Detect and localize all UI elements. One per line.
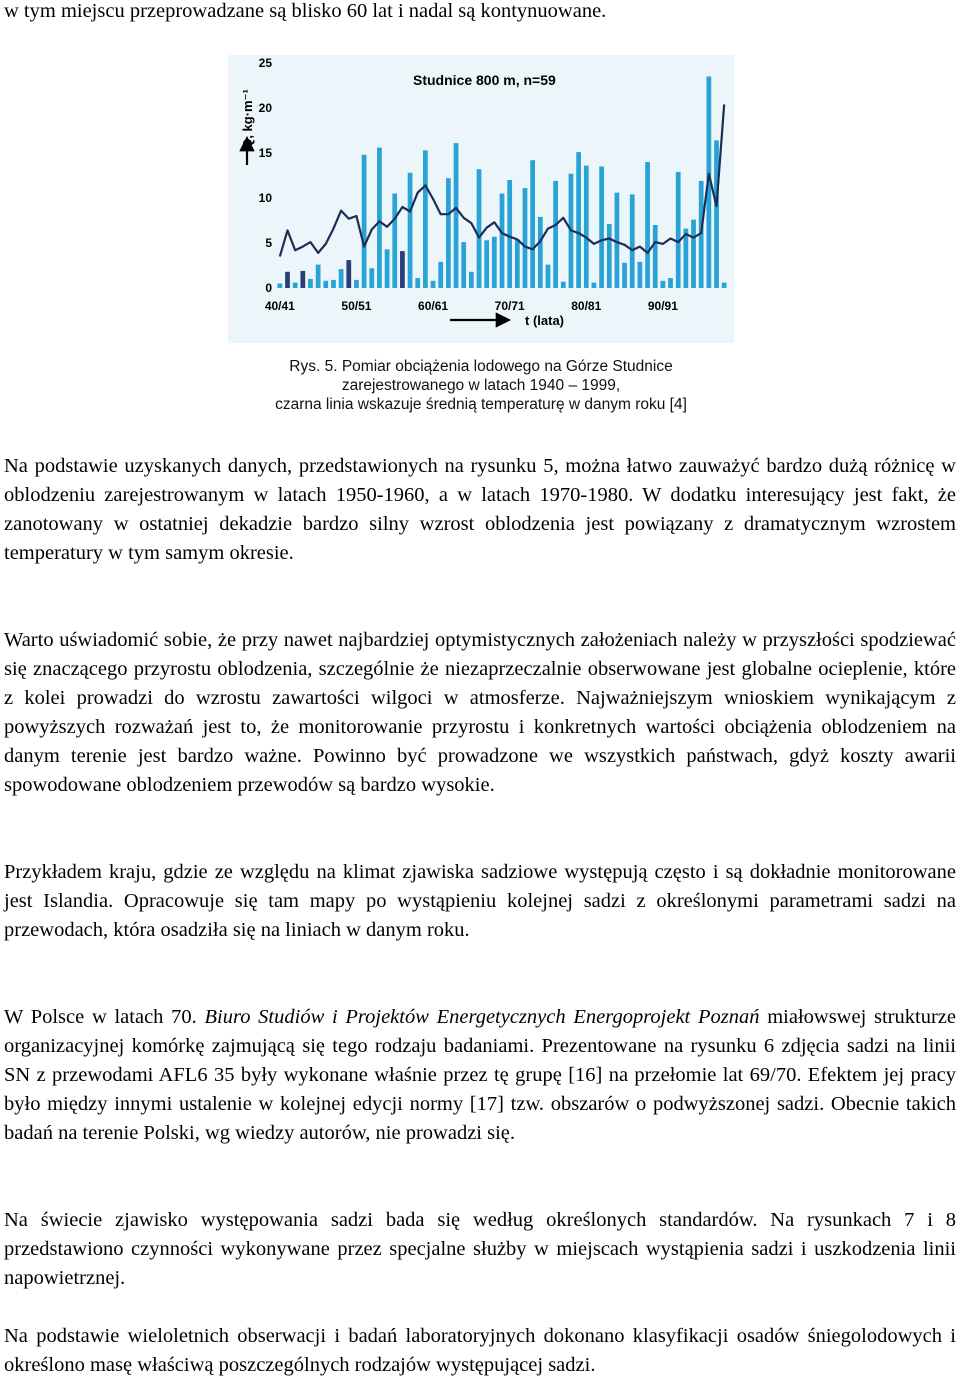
chart-svg (228, 55, 734, 343)
paragraph-2: Warto uświadomić sobie, że przy nawet najbardziej optymistycznych założeniach należy w przyszłości spodziewać się znaczącego przyrostu oblodzenia, szczególnie że niezaprzeczalnie obserwowane jest globalne ocieplenie, które z kolei prowadzi do wzrostu zawartości wilgoci w atmosferze. Najważniejszym wnioskiem wynikającym z powyższych rozważań jest to, że monitorowanie przyrostu i konkretnych wartości obciążenia oblodzeniem na danym terenie jest bardzo ważne. Powinno być prowadzone we wszystkich państwach, gdyż koszty awarii spowodowane oblodzeniem przewodów są bardzo wysokie. (4, 629, 956, 796)
bar-87/88 (638, 262, 643, 288)
y-tick-25: 25 (258, 56, 272, 70)
bar-45/46 (316, 265, 321, 288)
x-tick-50-51: 50/51 (341, 299, 372, 313)
caption-line-2: zarejestrowanego w latach 1940 – 1999, (341, 377, 621, 394)
bar-72/73 (523, 188, 528, 288)
bar-66/67 (477, 169, 482, 288)
chart-title: Studnice 800 m, n=59 (413, 72, 556, 88)
bar-86/87 (630, 194, 635, 288)
paragraph-6: Na podstawie wieloletnich obserwacji i badań laboratoryjnych dokonano klasyfikacji osadów śniegolodowych i określono masę właściwą poszczególnych rodzajów występującej sadzi. (4, 1325, 956, 1376)
bar-52/53 (369, 268, 374, 288)
bar-50/51 (354, 280, 359, 288)
bar-48/49 (339, 269, 344, 288)
bars-group (277, 77, 726, 289)
bar-53/54 (377, 148, 382, 288)
x-tick-60-61: 60/61 (418, 299, 449, 313)
bar-57/58 (408, 173, 413, 288)
x-axis-label: t (lata) (525, 313, 564, 328)
bar-51/52 (362, 155, 367, 288)
bar-94/95 (691, 220, 696, 288)
y-tick-5: 5 (265, 236, 272, 250)
top-line: w tym miejscu przeprowadzane są blisko 60 lat i nadal są kontynuowane. (4, 0, 607, 22)
caption-line-1: Rys. 5. Pomiar obciążenia lodowego na Górze Studnice (289, 358, 673, 375)
bar-67/68 (484, 240, 489, 288)
bar-56/57 (400, 251, 405, 288)
bar-64/65 (461, 242, 466, 288)
y-tick-15: 15 (258, 146, 272, 160)
bar-89/90 (653, 225, 658, 288)
bar-61/62 (438, 262, 443, 288)
bar-88/89 (645, 162, 650, 288)
figure-caption (200, 357, 762, 414)
bar-49/50 (346, 260, 351, 288)
paragraph-4-rest: miałowswej strukturze organizacyjnej komórkę zajmującą się tego rodzaju badaniami. Prezentowane na rysunku 6 zdjęcia sadzi na linii SN z przewodami AFL6 35 były wykonane właśnie przez tę grupę [16] na przełomie lat 69/70. Efektem jej pracy było między innymi ustalenie w kolejnej edycji normy [17] tzw. obszarów o podwyższonej sadzi. Obecnie takich badań na terenie Polski, wg wiedzy autorów, nie prowadzi się. (4, 1006, 956, 1144)
paragraph-5: Na świecie zjawisko występowania sadzi bada się według określonych standardów. Na rysunkach 7 i 8 przedstawiono czynności wykonywane przez specjalne służby w miejscach wystąpienia sadzi i uszkodzenia linii napowietrznej. (4, 1209, 956, 1289)
bar-81/82 (592, 283, 597, 288)
bar-85/86 (622, 263, 627, 288)
bar-80/81 (584, 166, 589, 288)
bar-83/84 (607, 224, 612, 288)
y-tick-10: 10 (258, 191, 272, 205)
paragraph-4-start: W Polsce w latach 70. (4, 1006, 205, 1028)
bar-98/99 (722, 283, 727, 288)
bar-77/78 (561, 282, 566, 288)
bar-60/61 (431, 281, 436, 288)
ice-load-chart (228, 55, 734, 343)
bar-68/69 (492, 237, 497, 288)
bar-93/94 (683, 229, 688, 288)
x-tick-labels (265, 299, 678, 313)
y-tick-labels (259, 56, 273, 295)
bar-82/83 (599, 167, 604, 289)
bar-41/42 (285, 272, 290, 288)
bar-55/56 (392, 194, 397, 289)
bar-73/74 (530, 160, 535, 288)
bar-43/44 (300, 271, 305, 288)
bar-97/98 (714, 140, 719, 288)
bar-44/45 (308, 279, 313, 288)
bar-47/48 (331, 280, 336, 288)
bar-58/59 (415, 278, 420, 288)
bar-90/91 (661, 281, 666, 288)
bar-69/70 (500, 194, 505, 289)
x-tick-70-71: 70/71 (494, 299, 525, 313)
x-tick-40-41: 40/41 (264, 299, 295, 313)
x-tick-80-81: 80/81 (571, 299, 602, 313)
bar-91/92 (668, 278, 673, 288)
bar-62/63 (446, 178, 451, 288)
bar-76/77 (553, 181, 558, 288)
bar-46/47 (323, 281, 328, 288)
paragraph-4-institution: Biuro Studiów i Projektów Energetycznych Energoprojekt Poznań (204, 1006, 760, 1028)
paragraph-1: Na podstawie uzyskanych danych, przedstawionych na rysunku 5, można łatwo zauważyć bardzo dużą różnicę w oblodzeniu zarejestrowanym w latach 1950-1960, a w latach 1970-1980. W dodatku interesujący jest fakt, że zanotowany w ostatniej dekadzie bardzo silny wzrost oblodzenia jest powiązany z dramatycznym wzrostem temperatury w tym samym okresie. (4, 455, 956, 564)
y-axis-label: Q, kg·m⁻¹ (240, 89, 255, 149)
bar-79/80 (576, 152, 581, 288)
caption-line-3: czarna linia wskazuje średnią temperaturę w danym roku [4] (275, 396, 687, 413)
paragraph-4 (4, 1003, 956, 1148)
y-tick-0: 0 (265, 281, 272, 295)
bar-54/55 (385, 249, 390, 288)
bar-59/60 (423, 150, 428, 288)
bar-75/76 (546, 265, 551, 288)
bar-42/43 (293, 283, 298, 288)
bar-71/72 (515, 239, 520, 288)
bar-70/71 (507, 180, 512, 288)
bar-40/41 (277, 284, 282, 289)
x-tick-90-91: 90/91 (647, 299, 678, 313)
bar-63/64 (454, 143, 459, 288)
y-tick-20: 20 (258, 101, 272, 115)
bar-74/75 (538, 217, 543, 288)
paragraph-3: Przykładem kraju, gdzie ze względu na klimat zjawiska sadziowe występują często i są dokładnie monitorowane jest Islandia. Opracowuje się tam mapy po wystąpieniu kolejnej sadzi z określonymi parametrami sadzi na przewodach, która osadziła się na liniach w danym roku. (4, 861, 956, 941)
bar-65/66 (469, 272, 474, 288)
bar-92/93 (676, 172, 681, 288)
